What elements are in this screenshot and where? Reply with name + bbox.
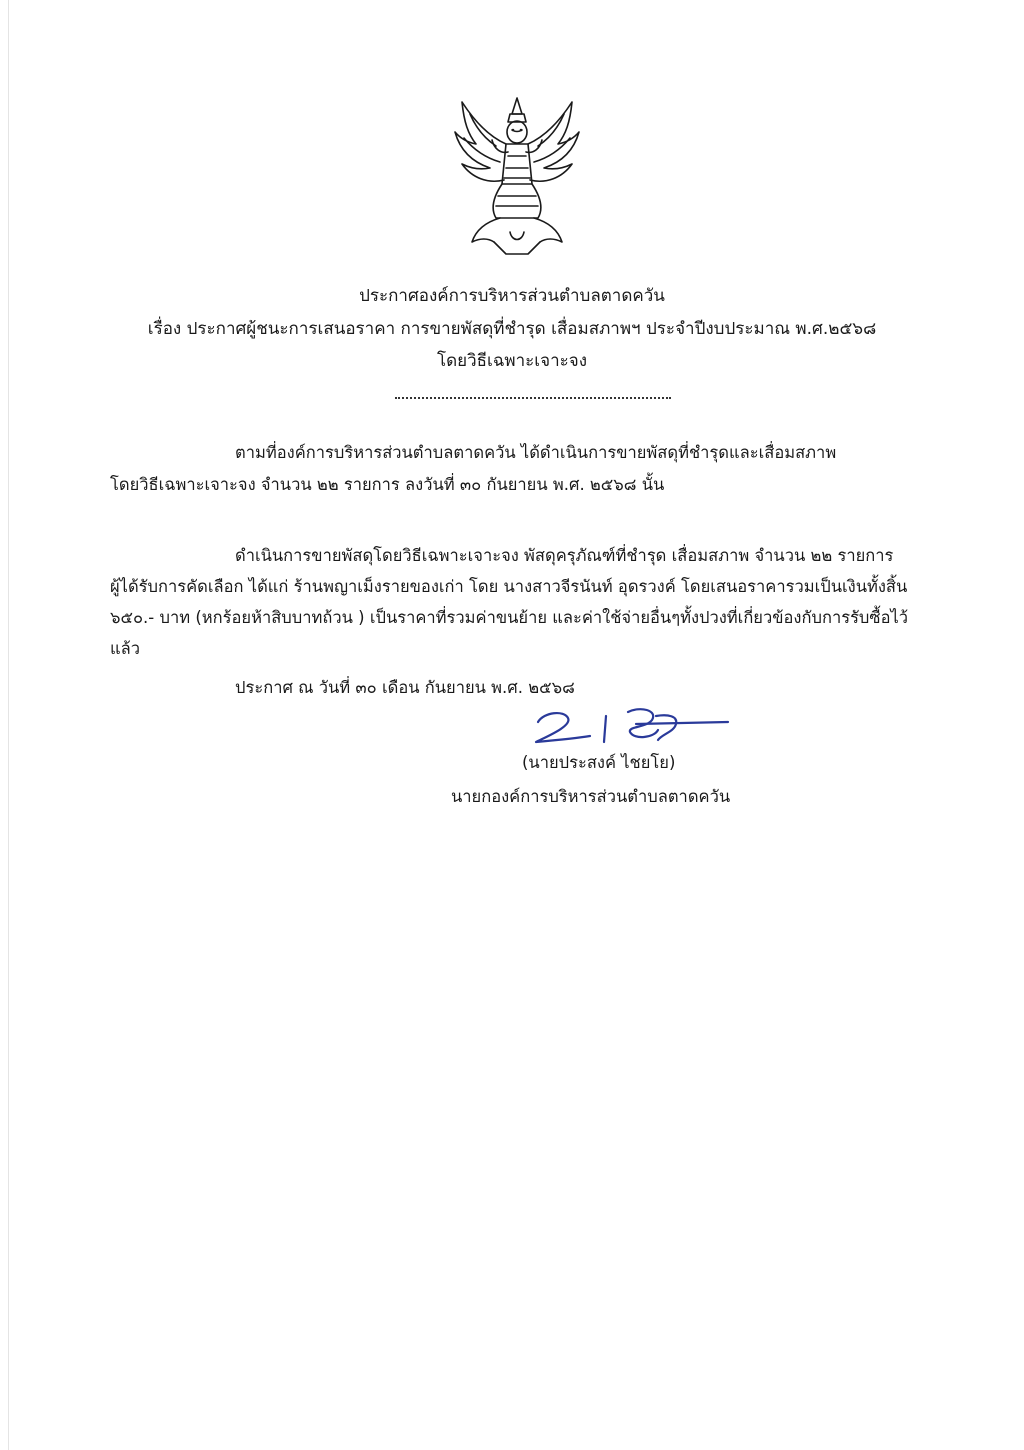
para2-line4: แล้ว	[110, 639, 141, 658]
dotted-divider	[395, 397, 671, 399]
handwritten-signature	[528, 702, 733, 752]
para2-line1: ดำเนินการขายพัสดุโดยวิธีเฉพาะเจาะจง พัสดุครุภัณฑ์ที่ชำรุด เสื่อมสภาพ จำนวน ๒๒ รายการ	[235, 546, 894, 565]
signatory-name: (นายประสงค์ ไชยโย)	[522, 753, 676, 772]
para1-line2: โดยวิธีเฉพาะเจาะจง จำนวน ๒๒ รายการ ลงวันที่ ๓๐ กันยายน พ.ศ. ๒๕๖๘ นั้น	[110, 475, 665, 494]
signatory-title: นายกองค์การบริหารส่วนตำบลตาดควัน	[451, 787, 731, 806]
page-edge	[8, 0, 9, 1450]
garuda-emblem-icon	[450, 92, 585, 260]
header-org: ประกาศองค์การบริหารส่วนตำบลตาดควัน	[359, 286, 665, 306]
header-method: โดยวิธีเฉพาะเจาะจง	[436, 351, 588, 371]
para2-line2: ผู้ได้รับการคัดเลือก ได้แก่ ร้านพญาเม็งรายของเก่า โดย นางสาวจีรนันท์ อุดรวงค์ โดยเสนอราคารวมเป็นเงินทั้งสิ้น	[110, 577, 908, 596]
para1-line1: ตามที่องค์การบริหารส่วนตำบลตาดควัน ได้ดำเนินการขายพัสดุที่ชำรุดและเสื่อมสภาพ	[235, 443, 837, 462]
para2-line3: ๖๕๐.- บาท (หกร้อยห้าสิบบาทถ้วน ) เป็นราคาที่รวมค่าขนย้าย และค่าใช้จ่ายอื่นๆทั้งปวงที่เกี่ยวข้องกับการรับซื้อไว้	[110, 608, 909, 627]
header-subject: เรื่อง ประกาศผู้ชนะการเสนอราคา การขายพัสดุที่ชำรุด เสื่อมสภาพฯ ประจำปีงบประมาณ พ.ศ.๒๕๖๘	[147, 319, 877, 339]
announce-date: ประกาศ ณ วันที่ ๓๐ เดือน กันยายน พ.ศ. ๒๕๖๘	[235, 678, 575, 697]
